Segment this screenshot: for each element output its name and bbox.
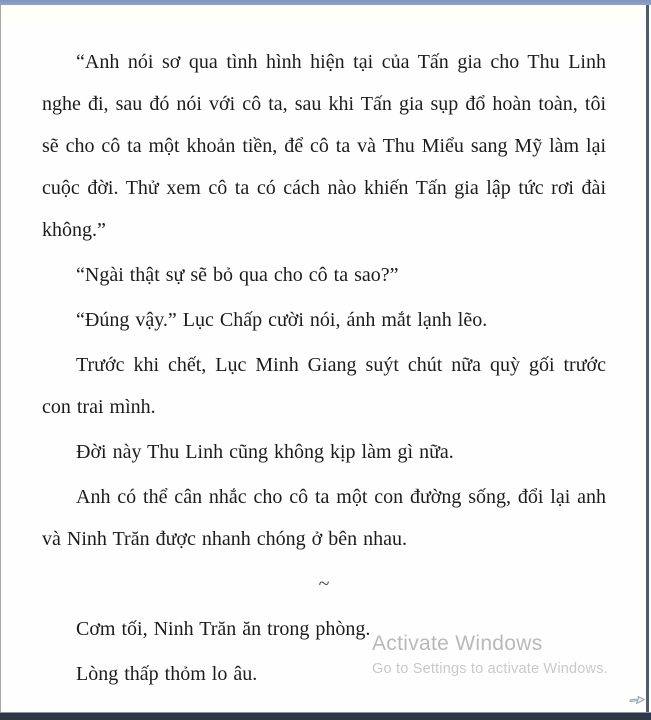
next-page-button[interactable] <box>626 691 648 709</box>
section-separator: ~ <box>318 573 330 595</box>
watermark-title: Activate Windows <box>372 632 543 655</box>
window-bottom-border <box>0 712 651 720</box>
page-forward-arrow-icon <box>626 697 648 712</box>
window-right-border <box>646 4 649 712</box>
paragraph: “Ngài thật sự sẽ bỏ qua cho cô ta sao?” <box>76 264 399 286</box>
window-top-border <box>0 0 651 5</box>
paragraph: Cơm tối, Ninh Trăn ăn trong phòng. <box>76 618 371 640</box>
paragraph: Anh có thể cân nhắc cho cô ta một con đường sống, đổi lại anh và Ninh Trăn được nhanh chóng ở bên nhau. <box>42 486 606 550</box>
paragraph: Lòng thấp thỏm lo âu. <box>76 663 258 685</box>
window-left-border <box>0 5 1 712</box>
paragraph: Trước khi chết, Lục Minh Giang suýt chút nữa quỳ gối trước con trai mình. <box>42 354 606 418</box>
page-text-area <box>1 5 643 712</box>
watermark-subtitle: Go to Settings to activate Windows. <box>372 661 608 677</box>
paragraph: Đời này Thu Linh cũng không kịp làm gì nữa. <box>76 441 454 463</box>
paragraph: “Anh nói sơ qua tình hình hiện tại của Tấn gia cho Thu Linh nghe đi, sau đó nói với cô ta, sau khi Tấn gia sụp đổ hoàn toàn, tôi sẽ cho cô ta một khoản tiền, để cô ta và Thu Miểu sang Mỹ làm lại cuộc đời. Thử xem cô ta có cách nào khiến Tấn gia lập tức rơi đài không.” <box>42 51 606 241</box>
paragraph: “Đúng vậy.” Lục Chấp cười nói, ánh mắt lạnh lẽo. <box>76 309 488 331</box>
